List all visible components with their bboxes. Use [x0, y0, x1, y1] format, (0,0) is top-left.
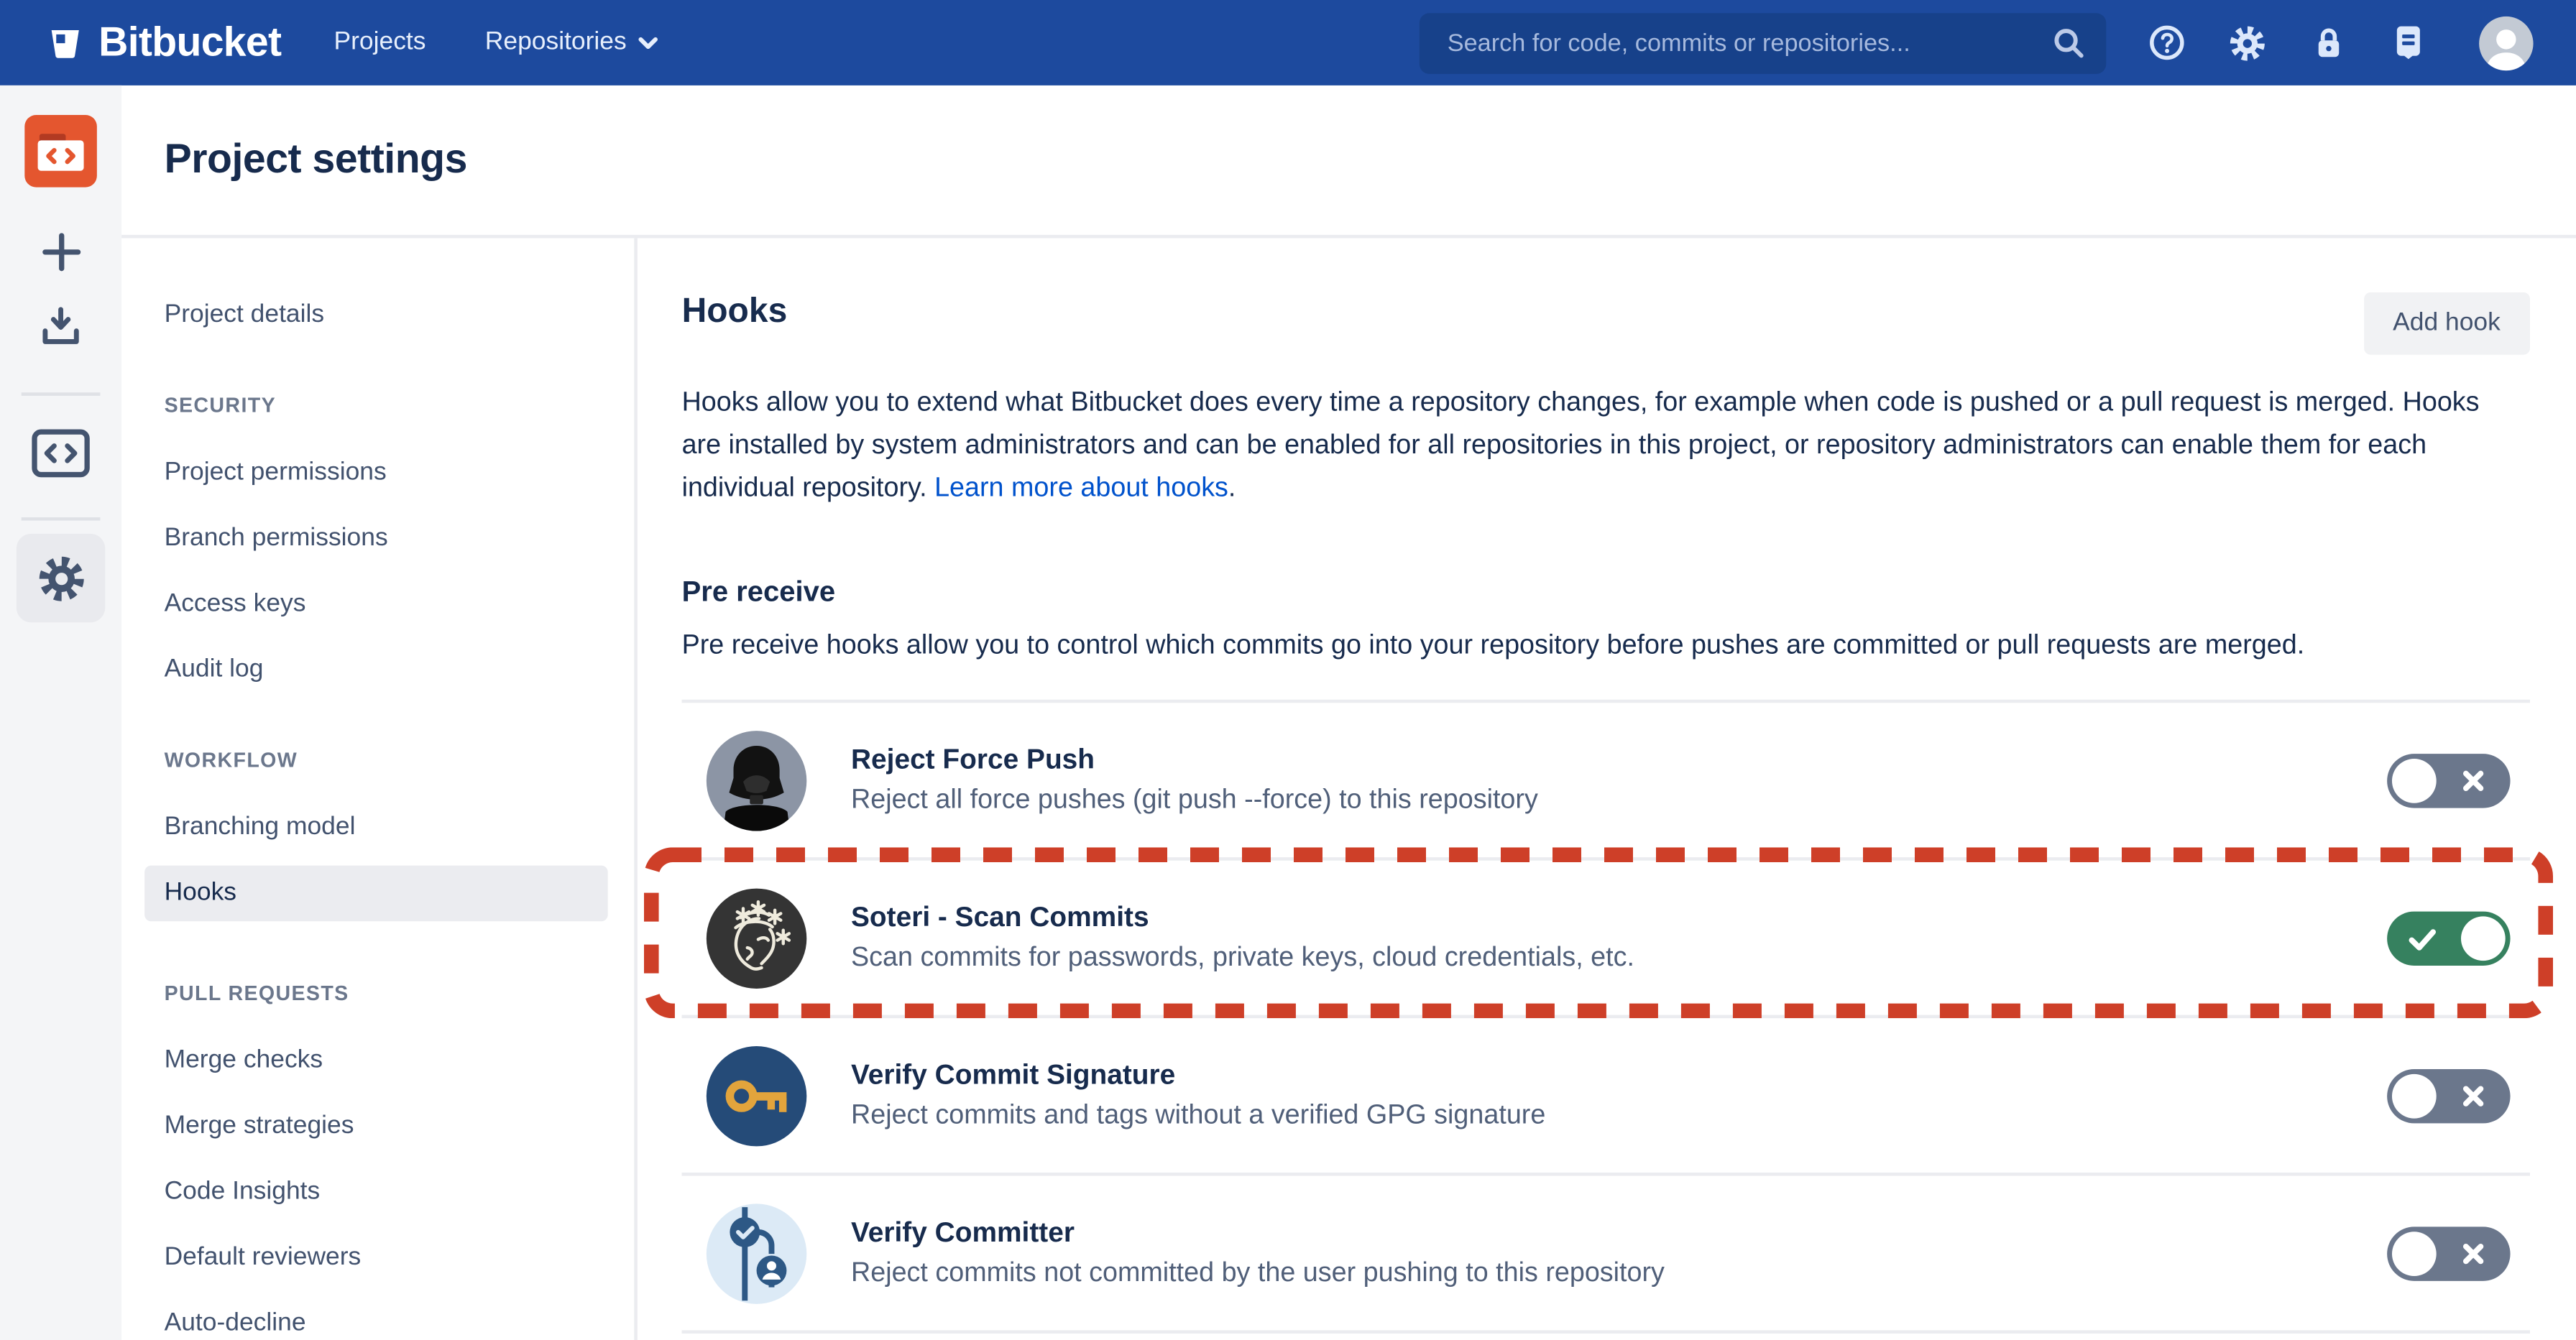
hook-list — [682, 700, 2530, 1334]
nav-item-audit-log[interactable]: Audit log — [164, 655, 264, 683]
settings-icon[interactable] — [17, 534, 105, 622]
hook-row-soteri-scan-commits — [682, 857, 2530, 1015]
page-body — [0, 86, 2576, 1340]
hook-name: Soteri - Scan Commits — [850, 901, 1149, 933]
global-search[interactable] — [1420, 12, 2106, 73]
nav-item-default-reviewers[interactable]: Default reviewers — [164, 1243, 362, 1272]
nav-item-projects[interactable]: Projects — [334, 27, 426, 56]
toggle-knob — [2392, 1231, 2437, 1275]
toggle-knob — [2392, 1073, 2437, 1118]
hook-description: Reject commits and tags without a verified GPG signature — [850, 1100, 1546, 1130]
hooks-main — [638, 238, 2576, 1340]
app-rail — [0, 86, 121, 1340]
toggle-knob — [2392, 758, 2437, 803]
toggle-check-icon — [2409, 927, 2437, 958]
content-column — [121, 86, 2576, 1340]
hook-row-reject-force-push — [682, 700, 2530, 857]
nav-item-branch-permissions[interactable]: Branch permissions — [164, 524, 388, 552]
gear-icon[interactable] — [2227, 23, 2267, 63]
soteri-avatar — [707, 887, 806, 987]
hook-toggle-reject-force-push[interactable] — [2387, 753, 2510, 807]
top-navbar — [0, 0, 2576, 86]
rail-divider — [22, 392, 101, 396]
navbar-icon-group — [2147, 16, 2533, 70]
search-input[interactable] — [1444, 27, 2050, 58]
hook-toggle-verify-committer[interactable] — [2387, 1226, 2510, 1280]
nav-item-access-keys[interactable]: Access keys — [164, 589, 306, 618]
nav-item-branching-model[interactable]: Branching model — [164, 813, 356, 841]
page-header — [121, 86, 2576, 235]
toggle-knob — [2461, 915, 2506, 960]
settings-nav — [121, 238, 638, 1340]
nav-item-auto-decline[interactable]: Auto-decline — [164, 1308, 306, 1337]
page-title: Project settings — [164, 136, 467, 182]
pre-receive-heading: Pre receive — [681, 574, 836, 608]
hook-name: Reject Force Push — [850, 744, 1095, 775]
hook-name: Verify Commit Signature — [850, 1059, 1176, 1091]
rail-divider — [22, 517, 101, 521]
nav-section-workflow: WORKFLOW — [164, 749, 298, 772]
hooks-intro — [682, 381, 2506, 509]
navbar-menu — [334, 28, 659, 57]
hook-row-verify-committer — [682, 1173, 2530, 1330]
add-hook-button[interactable]: Add hook — [2363, 292, 2530, 355]
lock-icon[interactable] — [2308, 23, 2347, 63]
hook-name: Verify Committer — [850, 1216, 1075, 1249]
hooks-intro-suffix: . — [1228, 473, 1236, 503]
gold-key-avatar — [707, 1045, 806, 1145]
bitbucket-logo[interactable] — [46, 19, 281, 66]
toggle-x-icon — [2461, 768, 2485, 801]
pre-receive-description: Pre receive hooks allow you to control which commits go into your repository before pushes are committed or pull requests are merged. — [681, 630, 2305, 660]
nav-item-repositories[interactable]: Repositories — [485, 28, 660, 57]
toggle-x-icon — [2461, 1241, 2485, 1274]
commit-graph-avatar — [707, 1203, 806, 1303]
hook-toggle-verify-commit-signature[interactable] — [2387, 1068, 2510, 1122]
feedback-icon[interactable] — [2388, 23, 2428, 63]
nav-item-merge-checks[interactable]: Merge checks — [164, 1045, 323, 1074]
search-icon[interactable] — [2051, 24, 2087, 60]
toggle-x-icon — [2461, 1083, 2485, 1116]
hook-description: Reject all force pushes (git push --force) to this repository — [850, 785, 1538, 815]
nav-item-project-permissions[interactable]: Project permissions — [164, 458, 387, 486]
nav-section-security: SECURITY — [164, 394, 277, 417]
help-icon[interactable] — [2147, 23, 2186, 63]
user-avatar[interactable] — [2479, 16, 2533, 70]
darth-vader-avatar — [707, 730, 806, 830]
nav-item-code-insights[interactable]: Code Insights — [164, 1177, 321, 1206]
hook-row-verify-commit-signature — [682, 1015, 2530, 1173]
hooks-intro-text: Hooks allow you to extend what Bitbucket does every time a repository changes, for example when code is pushed or a pull request is merged. Hooks are installed by system administrators and can be enabled for all repositories in this project, or repository administrators can enable them for each individual repository. — [681, 387, 2480, 503]
chevron-down-icon — [638, 35, 660, 50]
hook-description: Reject commits not committed by the user pushing to this repository — [850, 1257, 1665, 1288]
brand-name: Bitbucket — [98, 19, 282, 65]
nav-item-project-details[interactable]: Project details — [164, 300, 325, 329]
nav-section-pull-requests: PULL REQUESTS — [164, 981, 349, 1005]
clone-icon[interactable] — [38, 304, 84, 350]
project-avatar[interactable] — [24, 115, 97, 188]
learn-more-link[interactable]: Learn more about hooks — [934, 473, 1228, 503]
hook-description: Scan commits for passwords, private keys, cloud credentials, etc. — [850, 942, 1634, 973]
nav-item-merge-strategies[interactable]: Merge strategies — [164, 1112, 354, 1140]
hooks-heading: Hooks — [681, 292, 788, 331]
hook-toggle-soteri-scan-commits[interactable] — [2387, 910, 2510, 964]
nav-item-hooks[interactable]: Hooks — [144, 866, 608, 922]
create-icon[interactable] — [39, 230, 83, 274]
bitbucket-bucket-icon — [46, 24, 84, 62]
source-icon[interactable] — [31, 429, 90, 479]
